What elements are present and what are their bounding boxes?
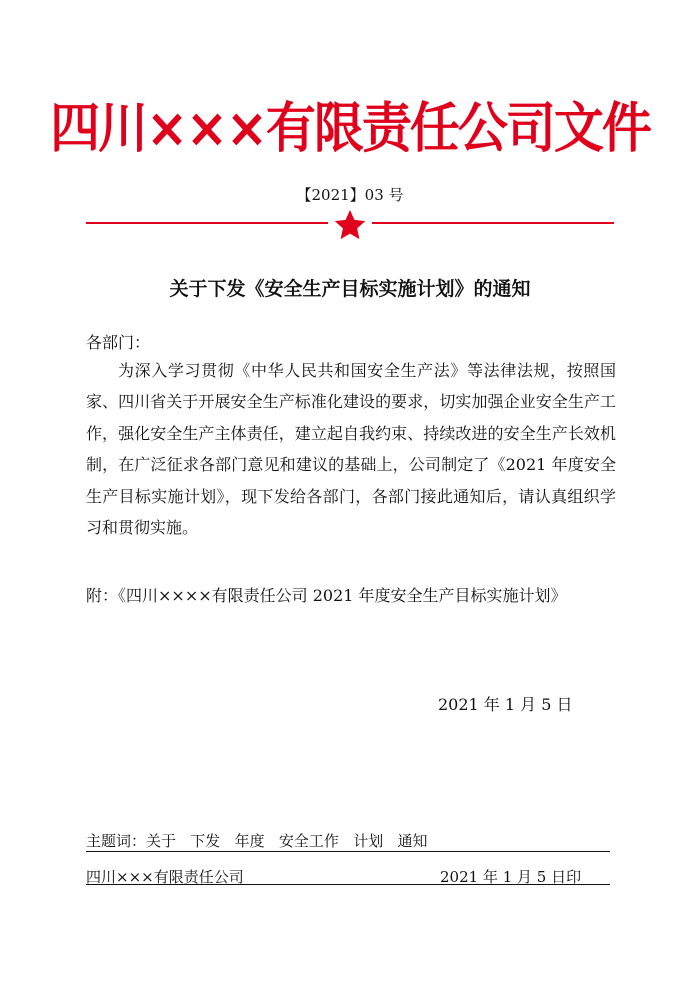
attachment-note: 附：《四川××××有限责任公司 2021 年度安全生产目标实施计划》 — [86, 586, 567, 605]
document-masthead: 四川×××有限责任公司文件 — [50, 96, 650, 160]
footer-divider-bottom — [86, 884, 610, 885]
salutation: 各部门： — [86, 333, 151, 352]
footer-organization: 四川×××有限责任公司 — [86, 868, 244, 886]
signature-date: 2021 年 1 月 5 日 — [438, 695, 573, 714]
footer-print-date: 2021 年 1 月 5 日印 — [440, 868, 582, 886]
body-paragraph: 为深入学习贯彻《中华人民共和国安全生产法》等法律法规，按照国家、四川省关于开展安全生产标准化建设的要求，切实加强企业安全生产工作，强化安全生产主体责任，建立起自我约束、持续改进的安全生产长效机制，在广泛征求各部门意见和建议的基础上，公司制定了《2021 年度安全生产目标实施计划》，现下发给各部门，各部门接此通知后，请认真组织学习和贯彻实施。 — [86, 361, 616, 538]
notice-title: 关于下发《安全生产目标实施计划》的通知 — [169, 278, 531, 300]
red-divider — [86, 210, 614, 244]
footer-divider-top — [86, 851, 610, 852]
document-number: 【2021】03 号 — [296, 186, 404, 204]
keywords-line: 主题词：关于 下发 年度 安全工作 计划 通知 — [86, 832, 428, 850]
star-icon — [335, 210, 365, 239]
